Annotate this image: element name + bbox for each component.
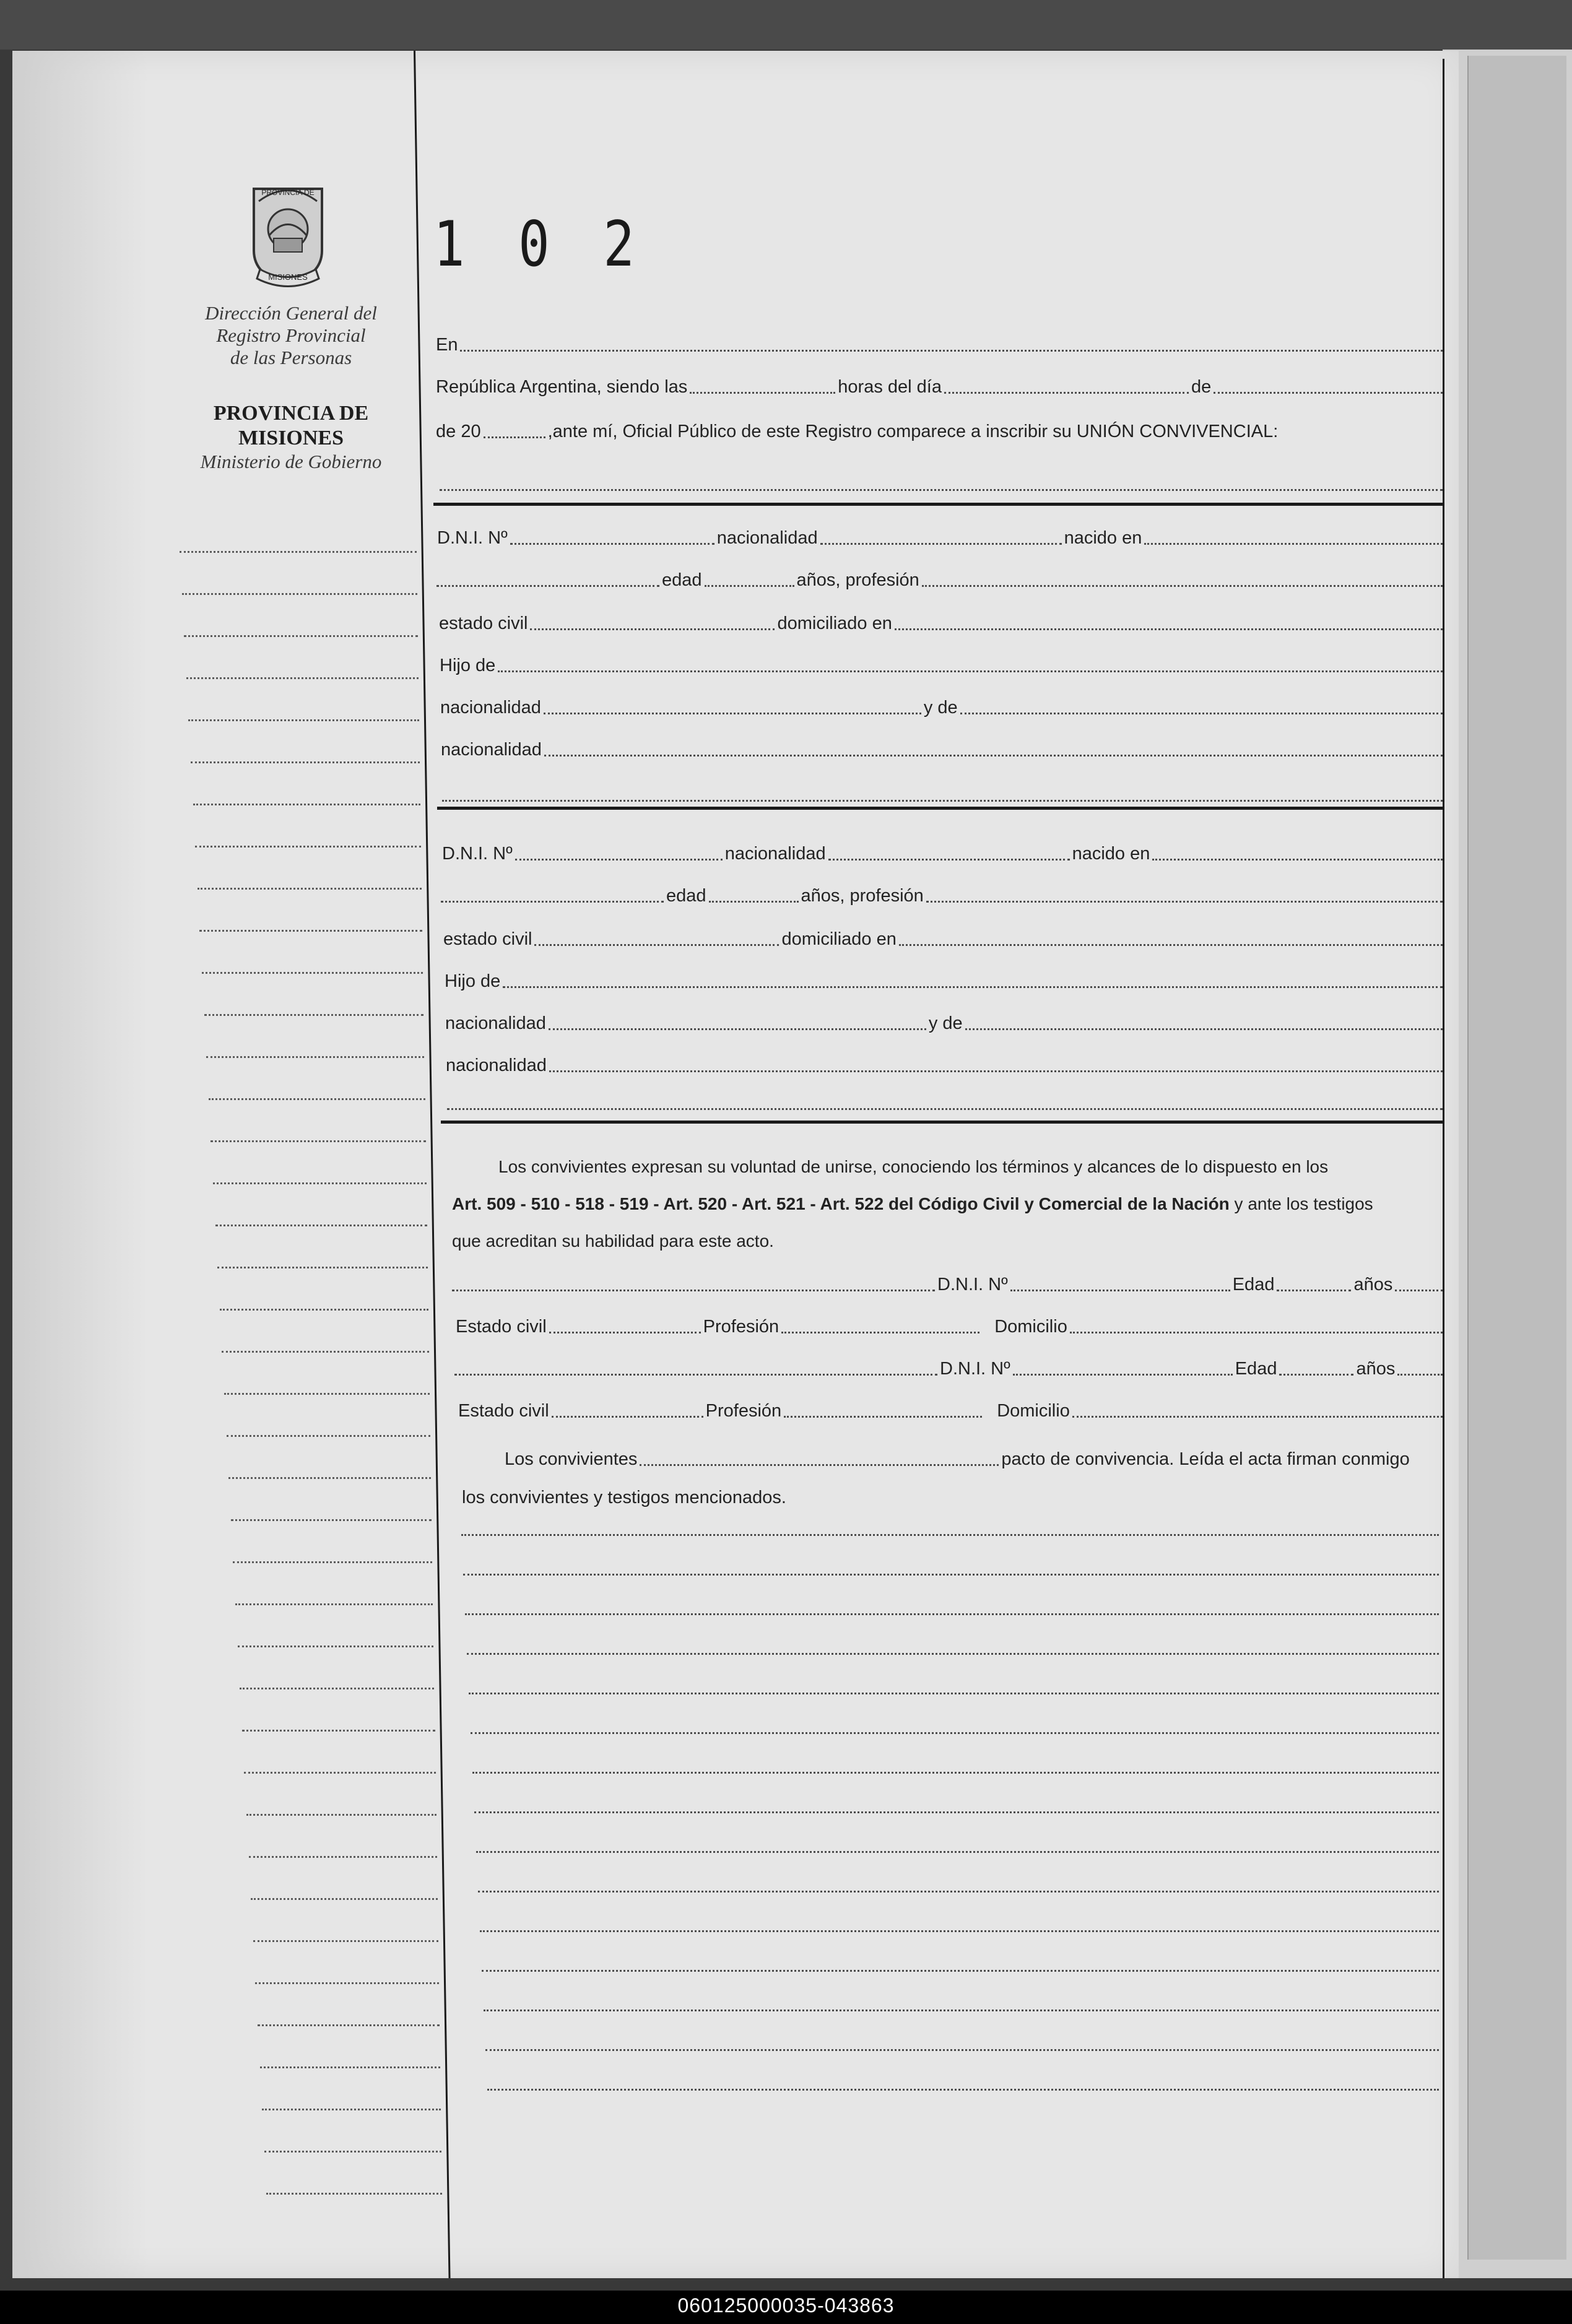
closing-line-2-text: los convivientes y testigos mencionados. xyxy=(462,1488,786,1507)
left-annotation-line[interactable] xyxy=(193,804,420,805)
p1-hijo-de-field[interactable] xyxy=(498,667,1443,672)
w1-estado-civil-label: Estado civil xyxy=(456,1317,547,1337)
p1-dni-label: D.N.I. Nº xyxy=(437,528,508,548)
next-page-edge xyxy=(1467,56,1566,2260)
articles-reference: Art. 509 - 510 - 518 - 519 - Art. 520 - Art. 521 - Art. 522 del Código Civil y Comercial de la Nación xyxy=(452,1194,1230,1213)
acta-number: 1 0 2 xyxy=(433,207,646,280)
p2-dni-field[interactable] xyxy=(515,856,723,861)
p1-nacionalidad-madre-line xyxy=(438,739,1443,760)
left-annotation-line[interactable] xyxy=(231,1519,432,1521)
p2-edad-field[interactable] xyxy=(709,898,799,903)
barcode-number: 060125000035-043863 xyxy=(677,2294,895,2317)
p1-nacido-en-label: nacido en xyxy=(1064,528,1142,548)
declaration-paragraph xyxy=(452,1148,1443,1260)
left-annotation-line[interactable] xyxy=(264,2151,441,2153)
republica-label: República Argentina, siendo las xyxy=(436,377,688,397)
header-blank-line[interactable] xyxy=(440,489,1443,491)
w2-dni-field[interactable] xyxy=(1013,1371,1233,1376)
p1-anos-profesion-label: años, profesión xyxy=(796,570,919,590)
left-annotation-line[interactable] xyxy=(188,719,419,721)
page-binding-shade xyxy=(12,51,149,2278)
p1-dni-line xyxy=(435,527,1443,548)
p2-dni-label: D.N.I. Nº xyxy=(442,844,513,864)
provincia-line-1: PROVINCIA DE xyxy=(213,402,369,425)
left-annotation-line[interactable] xyxy=(222,1351,429,1353)
p1-fecha-field[interactable] xyxy=(436,582,659,587)
w2-domicilio-field[interactable] xyxy=(1072,1413,1443,1418)
declaration-line-1: Los convivientes expresan su voluntad de unirse, conociendo los términos y alcances de lo dispuesto en los xyxy=(498,1157,1329,1176)
p2-estado-civil-label: estado civil xyxy=(443,929,532,949)
de-20-label: de 20 xyxy=(436,422,481,441)
w1-dni-field[interactable] xyxy=(1010,1286,1230,1291)
p1-edad-field[interactable] xyxy=(705,582,794,587)
p1-hijo-de-line xyxy=(437,655,1443,676)
left-annotation-line[interactable] xyxy=(233,1561,432,1563)
p1-hijo-de-label: Hijo de xyxy=(440,656,496,675)
header-republica-line xyxy=(433,376,1443,397)
p2-estado-civil-field[interactable] xyxy=(534,941,779,946)
background-top xyxy=(0,0,1572,50)
left-annotation-line[interactable] xyxy=(199,930,422,932)
de-label: de xyxy=(1191,377,1212,397)
w2-profesion-field[interactable] xyxy=(784,1413,982,1418)
left-annotation-line[interactable] xyxy=(255,1982,439,1984)
left-annotation-line[interactable] xyxy=(182,593,417,595)
declaration-line-2 xyxy=(452,1186,1443,1223)
left-annotation-line[interactable] xyxy=(213,1182,427,1184)
p1-edad-label: edad xyxy=(662,570,702,590)
p2-dni-line xyxy=(440,843,1443,864)
w2-estado-civil-field[interactable] xyxy=(552,1413,703,1418)
header-en-line xyxy=(433,334,1443,355)
left-annotation-line[interactable] xyxy=(180,551,417,553)
p2-profesion-field[interactable] xyxy=(926,898,1443,903)
union-convivencial-label: UNIÓN CONVIVENCIAL: xyxy=(1076,422,1279,441)
los-convivientes-label: Los convivientes xyxy=(505,1449,638,1469)
w1-anos-label: años xyxy=(1353,1275,1393,1294)
hora-field[interactable] xyxy=(690,389,835,394)
signature-line[interactable] xyxy=(487,2089,1439,2091)
w1-estado-civil-field[interactable] xyxy=(549,1329,701,1333)
p2-hijo-de-field[interactable] xyxy=(503,983,1443,988)
w1-nombre-field[interactable] xyxy=(452,1286,935,1291)
p2-nacido-en-field[interactable] xyxy=(1152,856,1443,861)
p2-blank-line[interactable] xyxy=(447,1108,1443,1110)
w2-dni-line xyxy=(454,1358,1443,1379)
w1-profesion-label: Profesión xyxy=(703,1317,779,1337)
p1-nacionalidad-madre-field[interactable] xyxy=(544,752,1443,757)
left-annotation-line[interactable] xyxy=(195,846,421,848)
signature-line[interactable] xyxy=(484,2010,1439,2011)
p2-domicilio-field[interactable] xyxy=(899,941,1443,946)
provincia-line-2: MISIONES xyxy=(238,427,344,449)
provincia-misiones-crest-icon xyxy=(241,176,334,291)
signature-line[interactable] xyxy=(461,1534,1439,1536)
signature-line[interactable] xyxy=(480,1930,1439,1932)
w2-estado-civil-line xyxy=(456,1400,1443,1421)
p1-edad-line xyxy=(436,570,1443,591)
p2-nacionalidad-label: nacionalidad xyxy=(724,844,826,864)
p1-estado-civil-field[interactable] xyxy=(530,625,775,630)
p1-domicilio-field[interactable] xyxy=(895,625,1443,630)
left-annotation-line[interactable] xyxy=(227,1435,431,1437)
p1-estado-civil-line xyxy=(436,613,1443,634)
w1-dni-label: D.N.I. Nº xyxy=(937,1275,1008,1294)
p2-nacionalidad-padre-line xyxy=(443,1013,1443,1034)
w1-domicilio-label: Domicilio xyxy=(994,1317,1067,1337)
w1-domicilio-field[interactable] xyxy=(1070,1329,1443,1333)
p2-nacionalidad-madre-label: nacionalidad xyxy=(446,1056,547,1075)
header-ante-mi-line xyxy=(433,421,1443,442)
direccion-line-2: Registro Provincial xyxy=(216,324,366,346)
left-annotation-line[interactable] xyxy=(235,1603,433,1605)
signature-line[interactable] xyxy=(482,1970,1439,1972)
w1-edad-field[interactable] xyxy=(1277,1286,1351,1291)
p2-nacido-en-label: nacido en xyxy=(1072,844,1150,864)
p2-domiciliado-en-label: domiciliado en xyxy=(781,929,897,949)
p1-nacionalidad-field[interactable] xyxy=(820,540,1062,545)
p2-y-de-label: y de xyxy=(928,1013,963,1033)
p2-anos-profesion-label: años, profesión xyxy=(801,886,924,906)
w2-domicilio-label: Domicilio xyxy=(997,1401,1070,1421)
w2-edad-label: Edad xyxy=(1235,1359,1277,1379)
p2-fecha-field[interactable] xyxy=(441,898,664,903)
p1-domiciliado-en-label: domiciliado en xyxy=(777,614,892,633)
crest-text-top: PROVINCIA DE xyxy=(261,188,315,197)
w1-dni-line xyxy=(452,1274,1443,1295)
left-annotation-line[interactable] xyxy=(246,1814,436,1816)
left-annotation-line[interactable] xyxy=(202,972,423,974)
signature-line[interactable] xyxy=(469,1693,1439,1694)
declaration-line-2-tail: y ante los testigos xyxy=(1229,1194,1373,1213)
p1-nacionalidad-padre-line xyxy=(438,697,1443,718)
w1-estado-civil-line xyxy=(453,1316,1443,1337)
signature-line[interactable] xyxy=(472,1772,1439,1774)
acuerdo-field[interactable] xyxy=(640,1461,999,1466)
p1-blank-line[interactable] xyxy=(442,800,1443,802)
left-annotation-line[interactable] xyxy=(206,1056,424,1058)
section-divider-2 xyxy=(437,807,1444,810)
w2-dni-label: D.N.I. Nº xyxy=(940,1359,1010,1379)
dia-field[interactable] xyxy=(944,389,1189,394)
mes-field[interactable] xyxy=(1214,389,1443,394)
w1-profesion-field[interactable] xyxy=(781,1329,979,1333)
p1-y-de-label: y de xyxy=(923,698,958,718)
signature-line[interactable] xyxy=(474,1811,1439,1813)
left-annotation-line[interactable] xyxy=(204,1014,424,1016)
w2-estado-civil-label: Estado civil xyxy=(458,1401,549,1421)
left-annotation-line[interactable] xyxy=(184,635,418,637)
signature-line[interactable] xyxy=(471,1732,1439,1734)
signature-line[interactable] xyxy=(467,1653,1439,1655)
direccion-line-3: de las Personas xyxy=(230,347,352,368)
closing-line-1 xyxy=(458,1449,1443,1470)
signature-line[interactable] xyxy=(485,2049,1439,2051)
w1-anos-field[interactable] xyxy=(1395,1286,1443,1291)
anio-field[interactable] xyxy=(484,433,545,438)
p2-nacionalidad-madre-field[interactable] xyxy=(549,1067,1443,1072)
left-annotation-line[interactable] xyxy=(262,2109,441,2110)
signature-line[interactable] xyxy=(478,1891,1439,1893)
left-annotation-line[interactable] xyxy=(244,1772,435,1774)
w1-edad-label: Edad xyxy=(1232,1275,1275,1294)
left-annotation-line[interactable] xyxy=(258,2024,440,2026)
p2-edad-label: edad xyxy=(666,886,706,906)
signature-line[interactable] xyxy=(465,1613,1439,1615)
p1-nacionalidad-madre-label: nacionalidad xyxy=(441,740,542,760)
closing-line-2 xyxy=(459,1487,1443,1508)
left-annotation-line[interactable] xyxy=(228,1477,431,1479)
p2-nacionalidad-padre-label: nacionalidad xyxy=(445,1013,546,1033)
crest-text-bottom: MISIONES xyxy=(268,272,308,282)
left-annotation-line[interactable] xyxy=(220,1309,428,1311)
horas-del-dia-label: horas del día xyxy=(838,377,942,397)
left-annotation-line[interactable] xyxy=(217,1267,428,1268)
w2-anos-label: años xyxy=(1356,1359,1396,1379)
p1-profesion-field[interactable] xyxy=(922,582,1443,587)
left-annotation-line[interactable] xyxy=(253,1940,438,1942)
p2-hijo-de-line xyxy=(442,971,1443,992)
left-annotation-line[interactable] xyxy=(240,1688,434,1689)
left-annotation-line[interactable] xyxy=(251,1898,438,1900)
pacto-label: pacto de convivencia. Leída el acta firman conmigo xyxy=(1001,1449,1410,1469)
left-annotation-line[interactable] xyxy=(266,2193,442,2195)
ministerio-label: Ministerio de Gobierno xyxy=(200,451,382,472)
left-annotation-line[interactable] xyxy=(249,1856,437,1858)
left-annotation-line[interactable] xyxy=(209,1098,425,1100)
signature-line[interactable] xyxy=(476,1851,1439,1853)
signature-line[interactable] xyxy=(463,1574,1439,1576)
left-annotation-line[interactable] xyxy=(238,1645,434,1647)
left-annotation-line[interactable] xyxy=(224,1393,430,1395)
section-divider-3 xyxy=(441,1121,1444,1124)
p1-estado-civil-label: estado civil xyxy=(439,614,528,633)
p2-nacionalidad-madre-line xyxy=(443,1055,1443,1076)
w2-profesion-label: Profesión xyxy=(705,1401,782,1421)
direccion-general-label xyxy=(180,302,402,369)
left-annotation-line[interactable] xyxy=(211,1140,425,1142)
p1-nacido-en-field[interactable] xyxy=(1144,540,1443,545)
p2-estado-civil-line xyxy=(441,929,1443,950)
section-divider-1 xyxy=(433,503,1444,506)
w2-edad-field[interactable] xyxy=(1279,1371,1353,1376)
w2-anos-field[interactable] xyxy=(1397,1371,1443,1376)
p1-nacionalidad-padre-field[interactable] xyxy=(544,709,921,714)
p1-nacionalidad-padre-label: nacionalidad xyxy=(440,698,541,718)
p2-madre-field[interactable] xyxy=(965,1025,1443,1030)
p2-hijo-de-label: Hijo de xyxy=(445,971,501,991)
en-field[interactable] xyxy=(460,347,1443,352)
left-annotation-line[interactable] xyxy=(242,1730,435,1732)
p1-nacionalidad-label: nacionalidad xyxy=(716,528,818,548)
left-annotation-line[interactable] xyxy=(191,761,420,763)
ante-mi-label: ,ante mí, Oficial Público de este Registro comparece a inscribir su xyxy=(547,422,1072,441)
provincia-label xyxy=(186,401,396,451)
declaration-line-3: que acreditan su habilidad para este acto. xyxy=(452,1231,774,1251)
direccion-line-1: Dirección General del xyxy=(205,302,377,324)
p2-edad-line xyxy=(441,885,1443,906)
right-margin-rule xyxy=(1443,59,1444,2278)
left-annotation-line[interactable] xyxy=(186,677,419,679)
p2-nacionalidad-field[interactable] xyxy=(828,856,1070,861)
p1-madre-field[interactable] xyxy=(960,709,1443,714)
w2-nombre-field[interactable] xyxy=(454,1371,937,1376)
left-annotation-line[interactable] xyxy=(215,1225,427,1226)
left-annotation-line[interactable] xyxy=(198,888,422,890)
p2-nacionalidad-padre-field[interactable] xyxy=(549,1025,926,1030)
left-annotation-line[interactable] xyxy=(260,2066,441,2068)
en-label: En xyxy=(436,335,458,355)
p1-dni-field[interactable] xyxy=(510,540,714,545)
